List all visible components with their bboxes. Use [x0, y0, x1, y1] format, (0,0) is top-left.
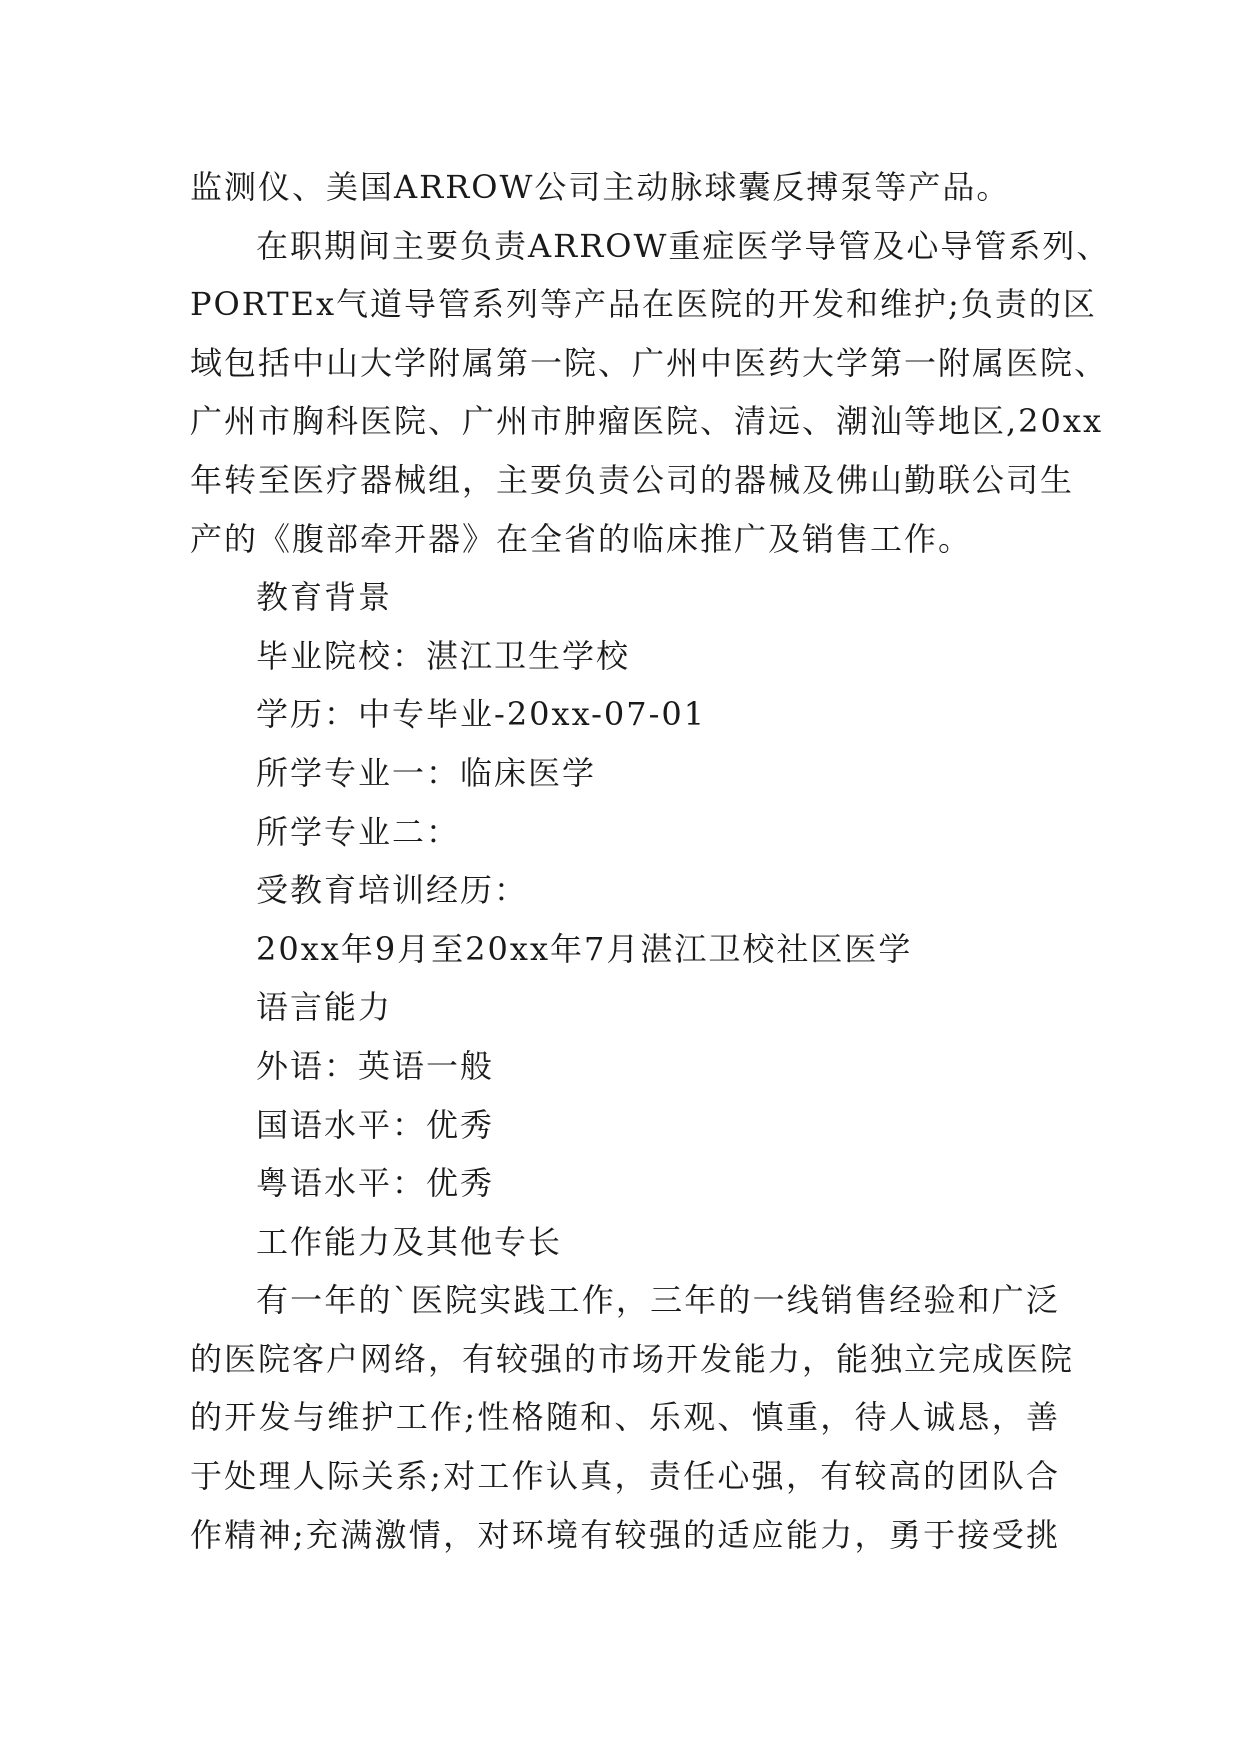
paragraph-line: 在职期间主要负责ARROW重症医学导管及心导管系列、	[256, 226, 1111, 265]
paragraph-line: 于处理人际关系;对工作认真，责任心强，有较高的团队合	[190, 1457, 1060, 1496]
paragraph-line: 年转至医疗器械组，主要负责公司的器械及佛山勤联公司生	[190, 460, 1075, 499]
paragraph-line: 域包括中山大学附属第一院、广州中医药大学第一附属医院、	[190, 343, 1109, 382]
training-history-entry: 20xx年9月至20xx年7月湛江卫校社区医学	[256, 929, 913, 968]
major-one: 所学专业一：临床医学	[256, 753, 597, 792]
paragraph-line: 广州市胸科医院、广州市肿瘤医院、清远、潮汕等地区,20xx	[190, 402, 1103, 441]
major-two: 所学专业二：	[256, 812, 461, 851]
paragraph-line: 产的《腹部牵开器》在全省的临床推广及销售工作。	[190, 519, 973, 558]
paragraph-line: 的医院客户网络，有较强的市场开发能力，能独立完成医院	[190, 1339, 1075, 1378]
mandarin-level: 国语水平：优秀	[256, 1105, 495, 1144]
section-heading-skills: 工作能力及其他专长	[256, 1222, 563, 1261]
paragraph-line: 作精神;充满激情，对环境有较强的适应能力，勇于接受挑	[190, 1515, 1060, 1554]
foreign-language: 外语：英语一般	[256, 1046, 495, 1085]
section-heading-education: 教育背景	[256, 578, 393, 617]
graduate-school: 毕业院校：湛江卫生学校	[256, 636, 631, 675]
paragraph-line: 有一年的`医院实践工作，三年的一线销售经验和广泛	[256, 1281, 1060, 1320]
document-body	[190, 158, 1111, 1564]
section-heading-language: 语言能力	[256, 988, 393, 1027]
paragraph-line: PORTEx气道导管系列等产品在医院的开发和维护;负责的区	[190, 285, 1097, 324]
cantonese-level: 粤语水平：优秀	[256, 1164, 495, 1203]
paragraph-line: 的开发与维护工作;性格随和、乐观、慎重，待人诚恳，善	[190, 1398, 1060, 1437]
training-history-label: 受教育培训经历：	[256, 871, 529, 910]
education-level: 学历：中专毕业-20xx-07-01	[256, 695, 707, 734]
paragraph-line: 监测仪、美国ARROW公司主动脉球囊反搏泵等产品。	[190, 168, 1011, 206]
